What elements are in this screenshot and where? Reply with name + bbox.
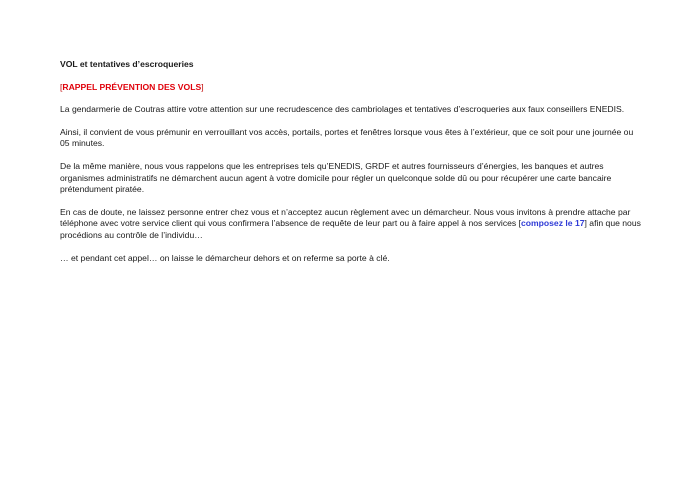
document-body (60, 59, 645, 275)
callout-label: RAPPEL PRÉVENTION DES VOLS (62, 81, 202, 92)
paragraph-closing: … et pendant cet appel… on laisse le démarcheur dehors et on referme sa porte à clé. (60, 252, 390, 263)
paragraph-doubt (60, 207, 645, 242)
doubt-text-before: En cas de doute, ne laissez personne entrer chez vous et n’acceptez aucun règlement avec un démarcheur. Nous vous invitons à prendre attache par téléphone avec votre service client qui vous confirmera l’absence de requête de leur part ou à faire appel à nos services [ (60, 206, 631, 229)
prevention-callout (60, 82, 645, 94)
callout-close-bracket: ] (201, 81, 204, 92)
paragraph-intro: La gendarmerie de Coutras attire votre attention sur une recrudescence des cambriolages et tentatives d’escroqueries aux faux conseillers ENEDIS. (60, 104, 625, 115)
emergency-number-highlight: composez le 17 (520, 218, 585, 229)
paragraph-lock-advice: Ainsi, il convient de vous prémunir en verrouillant vos accès, portails, portes et fenêtres lorsque vous êtes à l’extérieur, que ce soit pour une journée ou 05 minutes. (60, 126, 634, 149)
paragraph-no-canvassing: De la même manière, nous vous rappelons que les entreprises tels qu’ENEDIS, GRDF et autres fournisseurs d’énergies, les banques et autres organismes administratifs ne démarchent aucun agent à votre domicile pour régler un quelconque solde dû ou pour récupérer une carte bancaire prétendument piratée. (60, 160, 612, 195)
doubt-text-after: ] afin que nous procédions au contrôle de l’individu… (60, 218, 641, 240)
document-title: VOL et tentatives d’escroqueries (60, 59, 194, 69)
callout-open-bracket: [ (60, 81, 63, 92)
